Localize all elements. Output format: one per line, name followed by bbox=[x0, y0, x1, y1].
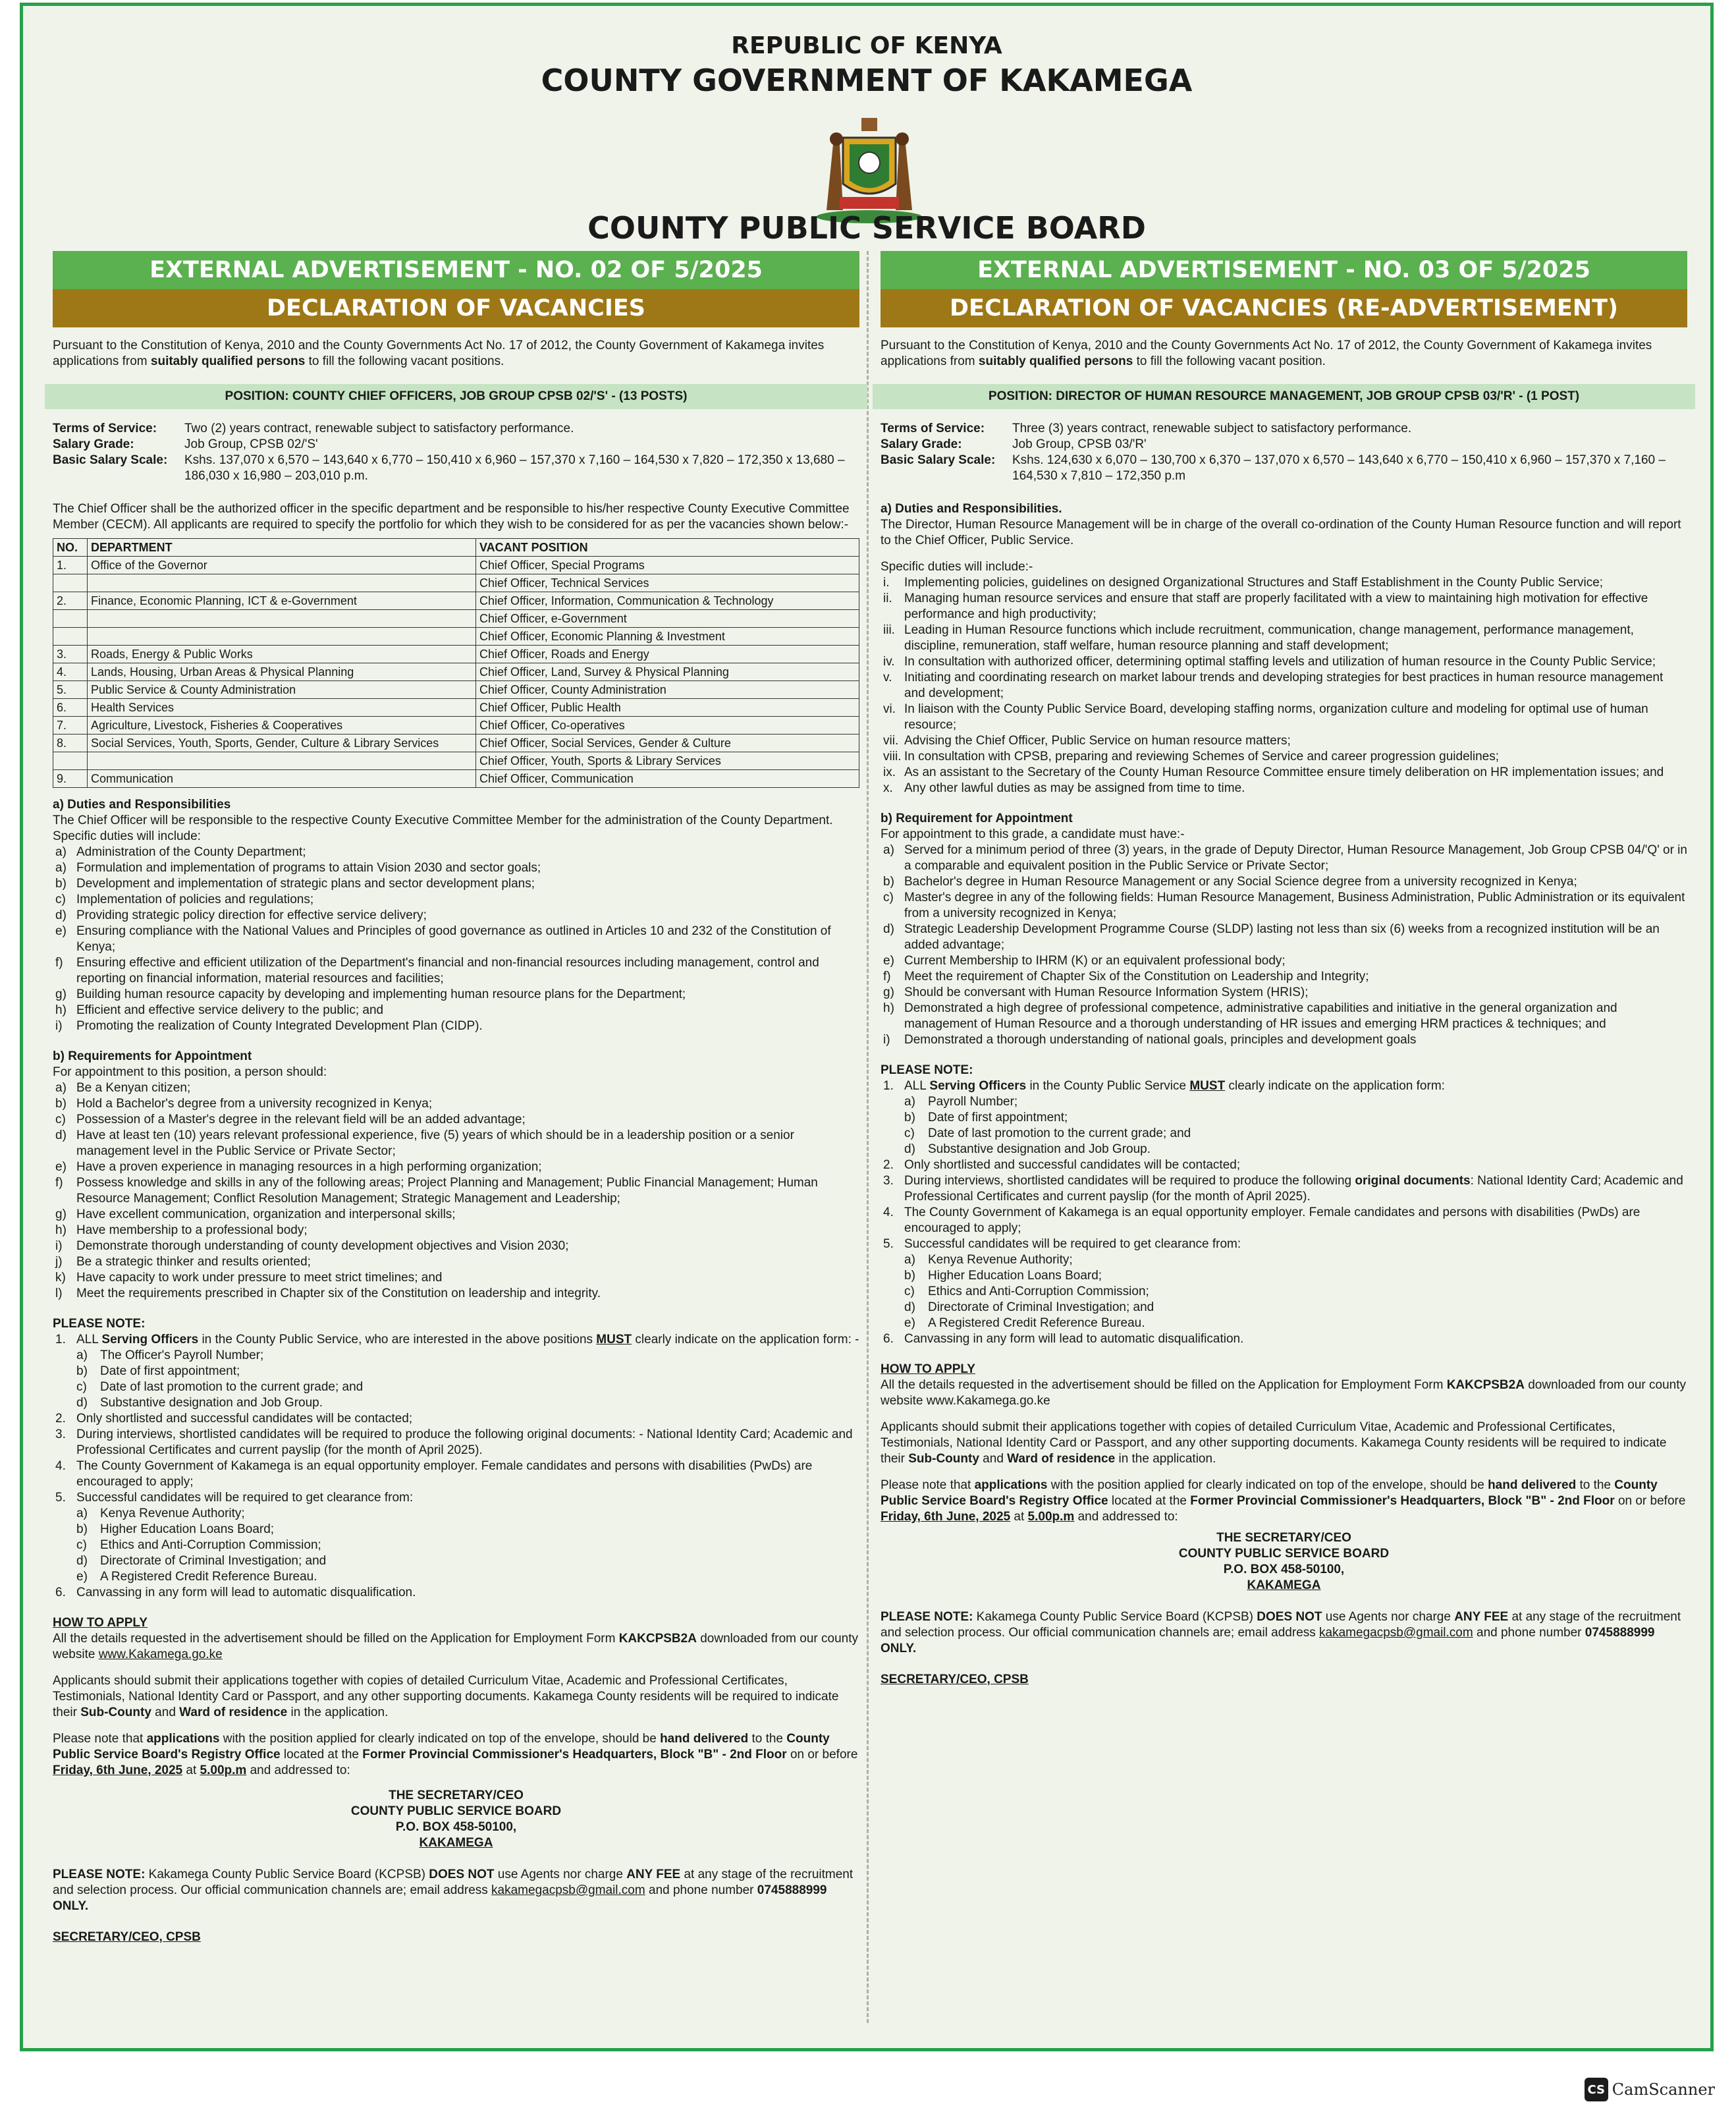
left-duties-intro: The Chief Officer will be responsible to the respective County Executive Committee Member for the administration of the County Department. Specific duties will include: bbox=[53, 814, 833, 843]
coat-of-arms-icon bbox=[803, 105, 935, 227]
right-note1-subs bbox=[881, 1094, 1687, 1157]
left-duties-list bbox=[53, 845, 859, 1034]
left-apply-para-1: All the details requested in the advertisement should be filled on the Application for Employment Form KAKCPSB2A downloaded from our county website www.Kakamega.go.ke bbox=[53, 1632, 858, 1661]
table-row bbox=[53, 663, 859, 681]
left-note1-subs bbox=[53, 1348, 859, 1411]
list-item: 6. Canvassing in any form will lead to automatic disqualification. bbox=[55, 1586, 416, 1599]
right-duties-intro: The Director, Human Resource Management will be in charge of the overall co-ordination of the County Human Resource function and will report to the Chief Officer, Public Service. bbox=[881, 518, 1681, 547]
right-req-heading: b) Requirement for Appointment bbox=[881, 812, 1073, 825]
table-row bbox=[53, 752, 859, 770]
republic-heading: REPUBLIC OF KENYA bbox=[731, 32, 1002, 59]
table-cell-no: 7. bbox=[53, 717, 88, 735]
list-item: c) Master's degree in any of the following fields: Human Resource Management, Business Administration, Public Administration or its equivalent from a university recognized in Kenya; bbox=[883, 891, 1685, 920]
right-how-to-apply-heading: HOW TO APPLY bbox=[881, 1362, 975, 1376]
right-duties-list bbox=[881, 575, 1687, 796]
list-item: x. Any other lawful duties as may be assigned from time to time. bbox=[883, 781, 1245, 795]
table-cell-dept: Social Services, Youth, Sports, Gender, Culture & Library Services bbox=[88, 735, 476, 752]
list-item: d) Substantive designation and Job Group. bbox=[904, 1142, 1151, 1156]
table-row bbox=[53, 681, 859, 699]
advert-03-intro: Pursuant to the Constitution of Kenya, 2010 and the County Governments Act No. 17 of 2012, the County Government of Kakamega invites applications from suitably qualified persons to fill the following vacant position. bbox=[881, 339, 1652, 368]
county-heading: COUNTY GOVERNMENT OF KAKAMEGA bbox=[541, 63, 1193, 98]
right-req-intro: For appointment to this grade, a candidate must have:- bbox=[881, 827, 1185, 841]
left-note-heading: PLEASE NOTE: bbox=[53, 1317, 146, 1331]
list-item: e) A Registered Credit Reference Bureau. bbox=[904, 1316, 1145, 1330]
list-item: 1. ALL Serving Officers in the County Public Service MUST clearly indicate on the application form: bbox=[883, 1079, 1445, 1093]
table-row bbox=[53, 574, 859, 592]
table-cell-no: 9. bbox=[53, 770, 88, 788]
advert-02-subtitle: DECLARATION OF VACANCIES bbox=[53, 289, 859, 327]
list-item: iv. In consultation with authorized officer, determining optimal staffing levels and utilization of human resource in the County Public Service; bbox=[883, 655, 1656, 669]
table-cell-pos: Chief Officer, Special Programs bbox=[476, 557, 859, 574]
list-item: a) Served for a minimum period of three (3) years, in the grade of Deputy Director, Human Resource Management, Job Group CPSB 04/'Q' or in a comparable and equivalent position in the Public Service or Private Sector; bbox=[883, 843, 1687, 873]
list-item: 4. The County Government of Kakamega is an equal opportunity employer. Female candidates and persons with disabilities (PwDs) are encouraged to apply; bbox=[883, 1206, 1641, 1235]
list-item: h) Demonstrated a high degree of professional competence, administrative capabilities and initiative in the general organization and management of Human Resource and a thorough understanding of HR issues and emerging HRM practices & techniques; and bbox=[883, 1001, 1617, 1031]
left-req-heading: b) Requirements for Appointment bbox=[53, 1049, 252, 1063]
left-duties-heading: a) Duties and Responsibilities bbox=[53, 798, 231, 812]
list-item: b) Date of first appointment; bbox=[904, 1111, 1068, 1124]
list-item: g) Should be conversant with Human Resource Information System (HRIS); bbox=[883, 985, 1309, 999]
list-item: 5. Successful candidates will be required to get clearance from: bbox=[55, 1491, 414, 1505]
table-cell-no: 4. bbox=[53, 663, 88, 681]
list-item: 2. Only shortlisted and successful candidates will be contacted; bbox=[883, 1158, 1241, 1172]
table-cell-dept bbox=[88, 574, 476, 592]
camscanner-label: CamScanner bbox=[1612, 2080, 1715, 2099]
table-cell-dept bbox=[88, 610, 476, 628]
advert-02-terms: Terms of Service: Two (2) years contract, renewable subject to satisfactory performance. Salary Grade: Job Group, CPSB 02/'S' Basic Salary Scale: Kshs. 137,070 x 6,570 – 143,640 x 6,770 – 150,410 x 6,960 – 157,370 x 7,160 – 164,530 x 7,820 – 172,350 x 13,680 – 186,030 x 16,980 – 203,010 p.m. bbox=[53, 422, 845, 483]
table-cell-no bbox=[53, 610, 88, 628]
table-cell-dept: Communication bbox=[88, 770, 476, 788]
left-reqs-list bbox=[53, 1080, 859, 1302]
list-item: vii. Advising the Chief Officer, Public Service on human resource matters; bbox=[883, 734, 1291, 748]
list-item: 3. During interviews, shortlisted candidates will be required to produce the following original documents: - National Identity Card; Academic and Professional Certificates and current payslip (for the month of April 2025). bbox=[55, 1428, 853, 1457]
table-cell-no bbox=[53, 628, 88, 646]
list-item: a) Kenya Revenue Authority; bbox=[76, 1507, 245, 1520]
table-row bbox=[53, 610, 859, 628]
table-header-no: NO. bbox=[53, 539, 88, 557]
right-reqs-list bbox=[881, 843, 1687, 1048]
list-item: d) Substantive designation and Job Group. bbox=[76, 1396, 323, 1410]
table-cell-no bbox=[53, 574, 88, 592]
list-item: d) Providing strategic policy direction for effective service delivery; bbox=[55, 908, 427, 922]
list-item: iii. Leading in Human Resource functions which include recruitment, communication, change management, performance management, discipline, remuneration, staff welfare, human resource planning and staff development; bbox=[883, 623, 1634, 653]
board-heading: COUNTY PUBLIC SERVICE BOARD bbox=[587, 210, 1146, 246]
list-item: vi. In liaison with the County Public Service Board, developing staffing norms, organization culture and modeling for optimal use of human resource; bbox=[883, 702, 1648, 732]
list-item: v. Initiating and coordinating research on market labour trends and developing strategies for best practices in human resource management and development; bbox=[883, 671, 1664, 700]
advert-03-terms: Terms of Service: Three (3) years contract, renewable subject to satisfactory performance. Salary Grade: Job Group, CPSB 03/'R' Basic Salary Scale: Kshs. 124,630 x 6,070 – 130,700 x 6,370 – 137,070 x 6,570 – 143,640 x 6,770 – 150,410 x 6,960 – 157,370 x 7,160 – 164,530 x 7,810 – 172,350 p.m bbox=[881, 422, 1666, 483]
list-item: i) Demonstrate thorough understanding of county development objectives and Vision 2030; bbox=[55, 1239, 569, 1253]
list-item: 4. The County Government of Kakamega is an equal opportunity employer. Female candidates and persons with disabilities (PwDs) are encouraged to apply; bbox=[55, 1459, 813, 1489]
table-cell-dept: Lands, Housing, Urban Areas & Physical Planning bbox=[88, 663, 476, 681]
table-row bbox=[53, 628, 859, 646]
right-final-note: PLEASE NOTE: Kakamega County Public Service Board (KCPSB) DOES NOT use Agents nor charge ANY FEE at any stage of the recruitment and selection process. Our official communication channels are; email address kakamegacpsb@gmail.com and phone number 0745888999 ONLY. bbox=[881, 1610, 1681, 1655]
left-req-intro: For appointment to this position, a person should: bbox=[53, 1065, 327, 1079]
list-item: d) Have at least ten (10) years relevant professional experience, five (5) years of which should be in a leadership position or a senior management level in the Public Service or Private Sector; bbox=[55, 1128, 794, 1158]
table-cell-dept bbox=[88, 628, 476, 646]
list-item: b) Hold a Bachelor's degree from a university recognized in Kenya; bbox=[55, 1097, 433, 1111]
advert-02-title: EXTERNAL ADVERTISEMENT - NO. 02 OF 5/2025 bbox=[53, 251, 859, 289]
table-cell-dept: Office of the Governor bbox=[88, 557, 476, 574]
list-item: a) The Officer's Payroll Number; bbox=[76, 1348, 264, 1362]
list-item: e) A Registered Credit Reference Bureau. bbox=[76, 1570, 317, 1584]
list-item: d) Strategic Leadership Development Programme Course (SLDP) lasting not less than six (6) weeks from a recognized institution will be an added advantage; bbox=[883, 922, 1660, 952]
right-notes-list bbox=[881, 1205, 1687, 1252]
table-cell-dept: Agriculture, Livestock, Fisheries & Cooperatives bbox=[88, 717, 476, 735]
table-cell-pos: Chief Officer, Land, Survey & Physical Planning bbox=[476, 663, 859, 681]
advert-02-intro: Pursuant to the Constitution of Kenya, 2010 and the County Governments Act No. 17 of 2012, the County Government of Kakamega invites applications from suitably qualified persons to fill the following vacant positions. bbox=[53, 339, 825, 368]
table-cell-pos: Chief Officer, Roads and Energy bbox=[476, 646, 859, 663]
table-header-position: VACANT POSITION bbox=[476, 539, 859, 557]
list-item: a) Be a Kenyan citizen; bbox=[55, 1081, 191, 1095]
list-item: a) Formulation and implementation of programs to attain Vision 2030 and sector goals; bbox=[55, 861, 541, 875]
list-item: h) Efficient and effective service delivery to the public; and bbox=[55, 1003, 384, 1017]
column-divider bbox=[867, 251, 869, 2023]
table-cell-no: 3. bbox=[53, 646, 88, 663]
table-cell-pos: Chief Officer, e-Government bbox=[476, 610, 859, 628]
left-address-block: THE SECRETARY/CEO COUNTY PUBLIC SERVICE BOARD P.O. BOX 458-50100, KAKAMEGA bbox=[350, 1789, 562, 1850]
table-cell-pos: Chief Officer, Co-operatives bbox=[476, 717, 859, 735]
table-cell-dept: Finance, Economic Planning, ICT & e-Government bbox=[88, 592, 476, 610]
table-cell-no: 1. bbox=[53, 557, 88, 574]
list-item: c) Date of last promotion to the current grade; and bbox=[76, 1380, 364, 1394]
table-cell-pos: Chief Officer, Communication bbox=[476, 770, 859, 788]
camscanner-logo-icon: CS bbox=[1585, 2078, 1608, 2101]
table-row bbox=[53, 735, 859, 752]
list-item: c) Possession of a Master's degree in the relevant field will be an added advantage; bbox=[55, 1113, 526, 1126]
table-cell-no: 6. bbox=[53, 699, 88, 717]
vacancies-table bbox=[53, 538, 859, 788]
table-cell-pos: Chief Officer, Economic Planning & Investment bbox=[476, 628, 859, 646]
list-item: ii. Managing human resource services and ensure that staff are properly facilitated with a view to maintaining high motivation for effective performance and high productivity; bbox=[883, 592, 1648, 621]
table-cell-no bbox=[53, 752, 88, 770]
table-row bbox=[53, 592, 859, 610]
table-cell-dept bbox=[88, 752, 476, 770]
list-item: e) Current Membership to IHRM (K) or an equivalent professional body; bbox=[883, 954, 1286, 968]
right-address-block: THE SECRETARY/CEO COUNTY PUBLIC SERVICE BOARD P.O. BOX 458-50100, KAKAMEGA bbox=[1178, 1531, 1390, 1592]
list-item: e) Ensuring compliance with the National Values and Principles of good governance as outlined in Articles 10 and 232 of the Constitution of Kenya; bbox=[55, 924, 831, 954]
list-item: 1. ALL Serving Officers in the County Public Service, who are interested in the above positions MUST clearly indicate on the application form: - bbox=[55, 1333, 859, 1346]
table-row bbox=[53, 717, 859, 735]
right-duties-heading: a) Duties and Responsibilities. bbox=[881, 502, 1062, 516]
chief-officer-note: The Chief Officer shall be the authorized officer in the specific department and be responsible to his/her respective County Executive Committee Member (CECM). All applicants are required to specify the portfolio for which they wish to be considered for as per the vacancies shown below:- bbox=[53, 502, 850, 532]
table-row bbox=[53, 646, 859, 663]
list-item: b) Bachelor's degree in Human Resource Management or any Social Science degree from a university recognized in Kenya; bbox=[883, 875, 1577, 889]
list-item: 6. Canvassing in any form will lead to automatic disqualification. bbox=[883, 1332, 1244, 1346]
right-apply-para-2: Applicants should submit their applications together with copies of detailed Curriculum Vitae, Academic and Professional Certificates, Testimonials, National Identity Card or Passport, and any other supporting documents. Kakamega County residents will be required to indicate their Sub-County and Ward of residence in the application. bbox=[881, 1420, 1667, 1466]
advert-03-column bbox=[881, 251, 1687, 1687]
table-cell-no: 2. bbox=[53, 592, 88, 610]
table-cell-pos: Chief Officer, Technical Services bbox=[476, 574, 859, 592]
table-row bbox=[53, 699, 859, 717]
advert-02-column bbox=[53, 251, 859, 1945]
email-link[interactable]: kakamegacpsb@gmail.com bbox=[1319, 1626, 1473, 1640]
table-cell-pos: Chief Officer, Youth, Sports & Library Services bbox=[476, 752, 859, 770]
list-item: c) Implementation of policies and regulations; bbox=[55, 893, 314, 906]
left-notes-list bbox=[53, 1411, 859, 1506]
list-item: i) Demonstrated a thorough understanding of national goals, principles and development goals bbox=[883, 1033, 1417, 1047]
left-signature: SECRETARY/CEO, CPSB bbox=[53, 1930, 201, 1944]
table-cell-pos: Chief Officer, Public Health bbox=[476, 699, 859, 717]
table-cell-pos: Chief Officer, County Administration bbox=[476, 681, 859, 699]
right-clearance-list bbox=[881, 1252, 1687, 1331]
advert-03-subtitle: DECLARATION OF VACANCIES (RE-ADVERTISEMENT) bbox=[881, 289, 1687, 327]
list-item: h) Have membership to a professional body; bbox=[55, 1223, 308, 1237]
list-item: l) Meet the requirements prescribed in Chapter six of the Constitution on leadership and integrity. bbox=[55, 1287, 601, 1300]
left-apply-para-2: Applicants should submit their applications together with copies of detailed Curriculum Vitae, Academic and Professional Certificates, Testimonials, National Identity Card or Passport, and any other supporting documents. Kakamega County residents will be required to indicate their Sub-County and Ward of residence in the application. bbox=[53, 1674, 839, 1719]
list-item: j) Be a strategic thinker and results oriented; bbox=[55, 1255, 311, 1269]
list-item: a) Kenya Revenue Authority; bbox=[904, 1253, 1073, 1267]
table-header-department: DEPARTMENT bbox=[88, 539, 476, 557]
list-item: i. Implementing policies, guidelines on designed Organizational Structures and Staff Establishment in the County Public Service; bbox=[883, 576, 1604, 590]
list-item: c) Ethics and Anti-Corruption Commission; bbox=[76, 1538, 321, 1552]
list-item: 3. During interviews, shortlisted candidates will be required to produce the following original documents: National Identity Card; Academic and Professional Certificates and current payslip (for the month of April 2025). bbox=[883, 1174, 1683, 1204]
table-cell-no: 5. bbox=[53, 681, 88, 699]
list-item: b) Higher Education Loans Board; bbox=[76, 1522, 275, 1536]
camscanner-watermark bbox=[1585, 2078, 1715, 2101]
left-clearance-list bbox=[53, 1506, 859, 1585]
list-item: a) Administration of the County Department; bbox=[55, 845, 306, 859]
list-item: b) Higher Education Loans Board; bbox=[904, 1269, 1102, 1283]
list-item: b) Date of first appointment; bbox=[76, 1364, 240, 1378]
table-cell-dept: Roads, Energy & Public Works bbox=[88, 646, 476, 663]
left-how-to-apply-heading: HOW TO APPLY bbox=[53, 1616, 148, 1630]
list-item: c) Ethics and Anti-Corruption Commission; bbox=[904, 1285, 1149, 1298]
left-final-note: PLEASE NOTE: Kakamega County Public Service Board (KCPSB) DOES NOT use Agents nor charge ANY FEE at any stage of the recruitment and selection process. Our official communication channels are; email address kakamegacpsb@gmail.com and phone number 0745888999 ONLY. bbox=[53, 1868, 854, 1913]
table-cell-pos: Chief Officer, Information, Communication & Technology bbox=[476, 592, 859, 610]
right-signature: SECRETARY/CEO, CPSB bbox=[881, 1673, 1029, 1686]
advert-frame bbox=[20, 3, 1714, 2051]
list-item: f) Ensuring effective and efficient utilization of the Department's financial and non-financial resources including management, control and reporting on financial information, material resources and facilities; bbox=[55, 956, 819, 985]
advert-03-title: EXTERNAL ADVERTISEMENT - NO. 03 OF 5/2025 bbox=[881, 251, 1687, 289]
right-specific-intro: Specific duties will include:- bbox=[881, 560, 1033, 574]
list-item: b) Development and implementation of strategic plans and sector development plans; bbox=[55, 877, 535, 891]
right-apply-para-1: All the details requested in the advertisement should be filled on the Application for Employment Form KAKCPSB2A downloaded from our county website www.Kakamega.go.ke bbox=[881, 1378, 1686, 1408]
list-item: a) Payroll Number; bbox=[904, 1095, 1018, 1109]
list-item: e) Have a proven experience in managing resources in a high performing organization; bbox=[55, 1160, 542, 1174]
list-item: viii. In consultation with CPSB, preparing and reviewing Schemes of Service and career progression guidelines; bbox=[883, 750, 1499, 763]
email-link[interactable]: kakamegacpsb@gmail.com bbox=[491, 1883, 645, 1897]
list-item: d) Directorate of Criminal Investigation; and bbox=[904, 1300, 1154, 1314]
list-item: ix. As an assistant to the Secretary of the County Human Resource Committee ensure timely deliberation on HR implementation issues; and bbox=[883, 765, 1664, 779]
table-cell-dept: Health Services bbox=[88, 699, 476, 717]
advert-02-position-bar: POSITION: COUNTY CHIEF OFFICERS, JOB GROUP CPSB 02/'S' - (13 POSTS) bbox=[45, 384, 867, 409]
list-item: 2. Only shortlisted and successful candidates will be contacted; bbox=[55, 1412, 413, 1426]
list-item: d) Directorate of Criminal Investigation; and bbox=[76, 1554, 327, 1568]
list-item: g) Have excellent communication, organization and interpersonal skills; bbox=[55, 1207, 456, 1221]
website-link[interactable]: www.Kakamega.go.ke bbox=[98, 1648, 223, 1661]
list-item: k) Have capacity to work under pressure to meet strict timelines; and bbox=[55, 1271, 443, 1285]
list-item: g) Building human resource capacity by developing and implementing human resource plans for the Department; bbox=[55, 987, 686, 1001]
list-item: i) Promoting the realization of County Integrated Development Plan (CIDP). bbox=[55, 1019, 483, 1033]
advert-03-position-bar: POSITION: DIRECTOR OF HUMAN RESOURCE MANAGEMENT, JOB GROUP CPSB 03/'R' - (1 POST) bbox=[873, 384, 1695, 409]
list-item: c) Date of last promotion to the current grade; and bbox=[904, 1126, 1191, 1140]
left-apply-para-3: Please note that applications with the position applied for clearly indicated on top of the envelope, should be hand delivered to the County Public Service Board's Registry Office located at the Former Provincial Commissioner's Headquarters, Block "B" - 2nd Floor on or before Friday, 6th June, 2025 at 5.00p.m and addressed to: bbox=[53, 1732, 858, 1777]
table-row bbox=[53, 557, 859, 574]
list-item: 5. Successful candidates will be required to get clearance from: bbox=[883, 1237, 1241, 1251]
table-cell-dept: Public Service & County Administration bbox=[88, 681, 476, 699]
right-note-heading: PLEASE NOTE: bbox=[881, 1063, 973, 1077]
table-cell-no: 8. bbox=[53, 735, 88, 752]
table-cell-pos: Chief Officer, Social Services, Gender & Culture bbox=[476, 735, 859, 752]
right-apply-para-3: Please note that applications with the position applied for clearly indicated on top of the envelope, should be hand delivered to the County Public Service Board's Registry Office located at the Former Provincial Commissioner's Headquarters, Block "B" - 2nd Floor on or before Friday, 6th June, 2025 at 5.00p.m and addressed to: bbox=[881, 1478, 1686, 1524]
list-item: f) Meet the requirement of Chapter Six of the Constitution on Leadership and Integrity; bbox=[883, 970, 1369, 984]
table-row bbox=[53, 770, 859, 788]
list-item: f) Possess knowledge and skills in any of the following areas; Project Planning and Management; Public Financial Management; Human Resource Management; Conflict Resolution Management; Strategic Management and Leadership; bbox=[55, 1176, 818, 1206]
